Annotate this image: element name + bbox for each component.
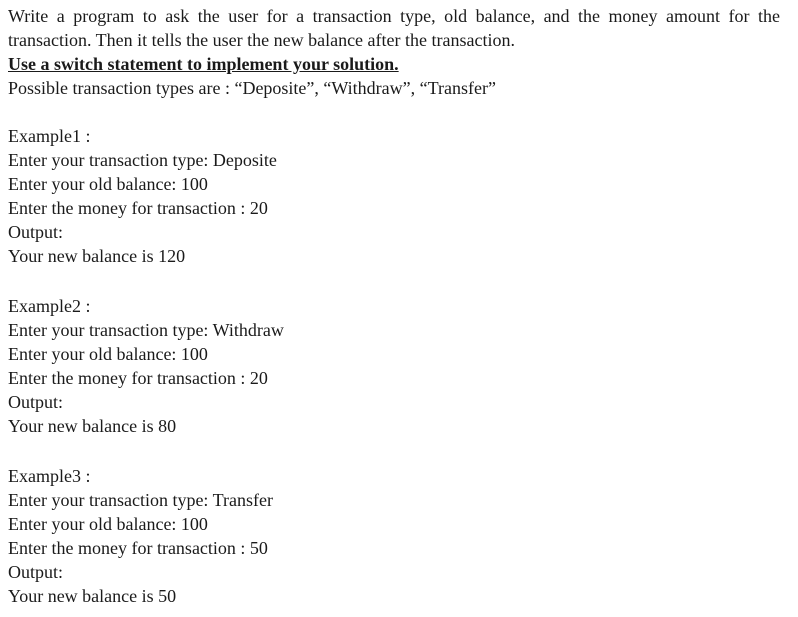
example-output-label: Output: bbox=[8, 222, 64, 242]
example-money-line: Enter the money for transaction : 50 bbox=[8, 538, 268, 558]
spacer bbox=[8, 268, 780, 294]
transaction-types-line: Possible transaction types are : “Deposite”, “Withdraw”, “Transfer” bbox=[8, 78, 496, 98]
example-money-line: Enter the money for transaction : 20 bbox=[8, 198, 268, 218]
example-title: Example1 : bbox=[8, 126, 91, 146]
switch-instruction: Use a switch statement to implement your solution. bbox=[8, 54, 399, 74]
example-block-2 bbox=[8, 294, 780, 438]
example-block-1 bbox=[8, 124, 780, 268]
example-block-3 bbox=[8, 464, 780, 608]
example-result-line: Your new balance is 80 bbox=[8, 416, 177, 436]
example-output-label: Output: bbox=[8, 562, 64, 582]
example-balance-line: Enter your old balance: 100 bbox=[8, 174, 208, 194]
example-title: Example2 : bbox=[8, 296, 91, 316]
document-page bbox=[8, 4, 780, 608]
example-result-line: Your new balance is 50 bbox=[8, 586, 177, 606]
example-title: Example3 : bbox=[8, 466, 91, 486]
example-money-line: Enter the money for transaction : 20 bbox=[8, 368, 268, 388]
example-balance-line: Enter your old balance: 100 bbox=[8, 514, 208, 534]
example-result-line: Your new balance is 120 bbox=[8, 246, 186, 266]
example-output-label: Output: bbox=[8, 392, 64, 412]
problem-intro: Write a program to ask the user for a transaction type, old balance, and the money amount for the transaction. Then it tells the user the new balance after the transaction. bbox=[8, 6, 780, 50]
example-type-line: Enter your transaction type: Withdraw bbox=[8, 320, 284, 340]
example-type-line: Enter your transaction type: Deposite bbox=[8, 150, 277, 170]
spacer bbox=[8, 100, 780, 124]
example-balance-line: Enter your old balance: 100 bbox=[8, 344, 208, 364]
spacer bbox=[8, 438, 780, 464]
example-type-line: Enter your transaction type: Transfer bbox=[8, 490, 273, 510]
